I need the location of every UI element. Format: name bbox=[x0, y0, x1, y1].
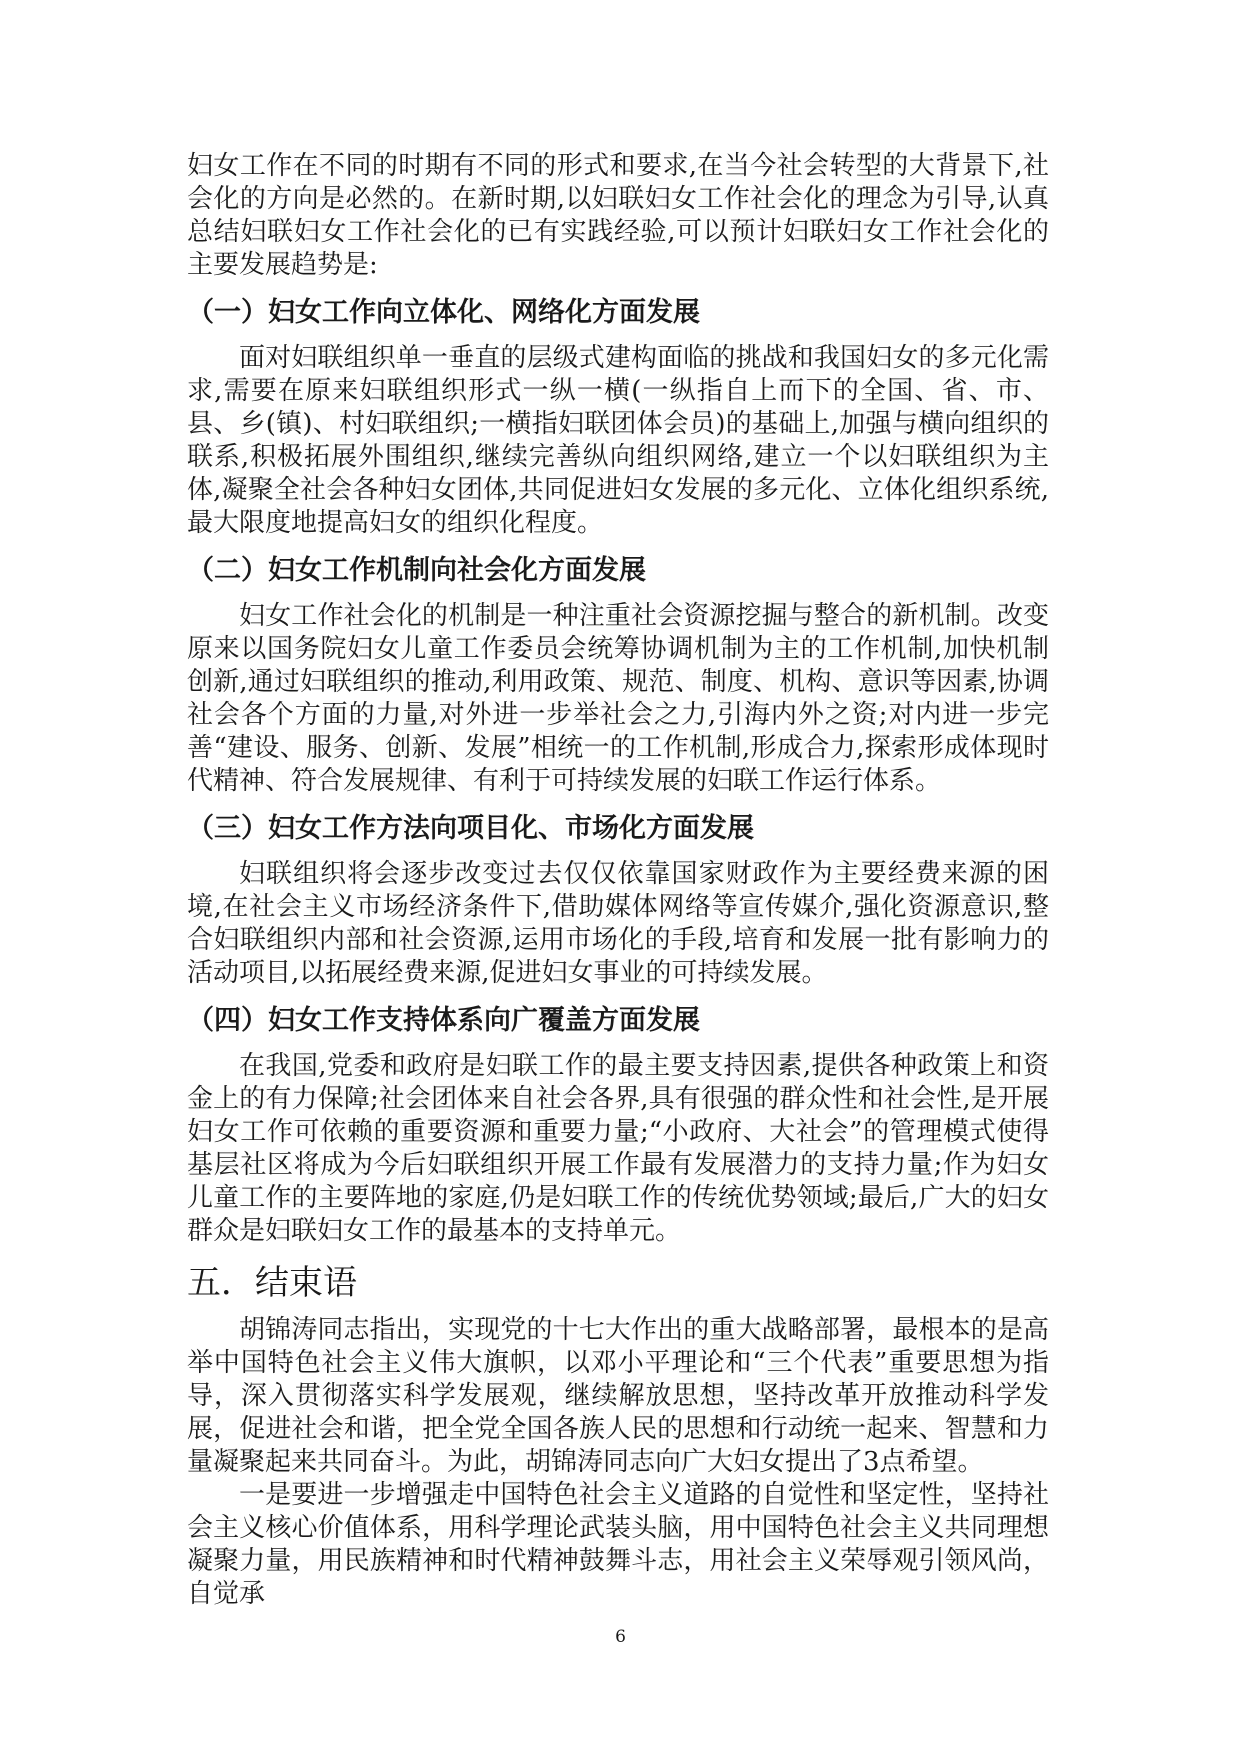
document-page bbox=[187, 150, 1049, 1611]
section-4-body: 在我国,党委和政府是妇联工作的最主要支持因素,提供各种政策上和资金上的有力保障;社会团体来自社会各界,具有很强的群众性和社会性,是开展妇女工作可依赖的重要资源和重要力量;“小政府、大社会”的管理模式使得基层社区将成为今后妇联组织开展工作最有发展潜力的支持力量;作为妇女儿童工作的主要阵地的家庭,仍是妇联工作的传统优势领域;最后,广大的妇女群众是妇联妇女工作的最基本的支持单元。 bbox=[187, 1051, 1049, 1246]
page-number: 6 bbox=[615, 1627, 626, 1647]
conclusion-paragraph-2: 一是要进一步增强走中国特色社会主义道路的自觉性和坚定性，坚持社会主义核心价值体系，用科学理论武装头脑，用中国特色社会主义共同理想凝聚力量，用民族精神和时代精神鼓舞斗志，用社会主义荣辱观引领风尚，自觉承 bbox=[187, 1480, 1049, 1609]
section-1-heading: （一）妇女工作向立体化、网络化方面发展 bbox=[187, 297, 700, 328]
section-1-body: 面对妇联组织单一垂直的层级式建构面临的挑战和我国妇女的多元化需求,需要在原来妇联组织形式一纵一横(一纵指自上而下的全国、省、市、县、乡(镇)、村妇联组织;一横指妇联团体会员)的基础上,加强与横向组织的联系,积极拓展外围组织,继续完善纵向组织网络,建立一个以妇联组织为主体,凝聚全社会各种妇女团体,共同促进妇女发展的多元化、立体化组织系统,最大限度地提高妇女的组织化程度。 bbox=[187, 343, 1049, 538]
section-4-heading: （四）妇女工作支持体系向广覆盖方面发展 bbox=[187, 1005, 700, 1036]
section-2-heading: （二）妇女工作机制向社会化方面发展 bbox=[187, 555, 646, 586]
section-3-heading: （三）妇女工作方法向项目化、市场化方面发展 bbox=[187, 813, 754, 844]
conclusion-heading: 五．结束语 bbox=[187, 1263, 357, 1303]
section-3-body: 妇联组织将会逐步改变过去仅仅依靠国家财政作为主要经费来源的困境,在社会主义市场经济条件下,借助媒体网络等宣传媒介,强化资源意识,整合妇联组织内部和社会资源,运用市场化的手段,培育和发展一批有影响力的活动项目,以拓展经费来源,促进妇女事业的可持续发展。 bbox=[187, 859, 1049, 988]
section-2-body: 妇女工作社会化的机制是一种注重社会资源挖掘与整合的新机制。改变原来以国务院妇女儿童工作委员会统筹协调机制为主的工作机制,加快机制创新,通过妇联组织的推动,利用政策、规范、制度、机构、意识等因素,协调社会各个方面的力量,对外进一步举社会之力,引海内外之资;对内进一步完善“建设、服务、创新、发展”相统一的工作机制,形成合力,探索形成体现时代精神、符合发展规律、有利于可持续发展的妇联工作运行体系。 bbox=[187, 601, 1049, 796]
intro-paragraph: 妇女工作在不同的时期有不同的形式和要求,在当今社会转型的大背景下,社会化的方向是必然的。在新时期,以妇联妇女工作社会化的理念为引导,认真总结妇联妇女工作社会化的已有实践经验,可以预计妇联妇女工作社会化的主要发展趋势是: bbox=[187, 151, 1049, 280]
conclusion-paragraph-1: 胡锦涛同志指出，实现党的十七大作出的重大战略部署，最根本的是高举中国特色社会主义伟大旗帜，以邓小平理论和“三个代表”重要思想为指导，深入贯彻落实科学发展观，继续解放思想，坚持改革开放推动科学发展，促进社会和谐，把全党全国各族人民的思想和行动统一起来、智慧和力量凝聚起来共同奋斗。为此，胡锦涛同志向广大妇女提出了3点希望。 bbox=[187, 1315, 1049, 1477]
